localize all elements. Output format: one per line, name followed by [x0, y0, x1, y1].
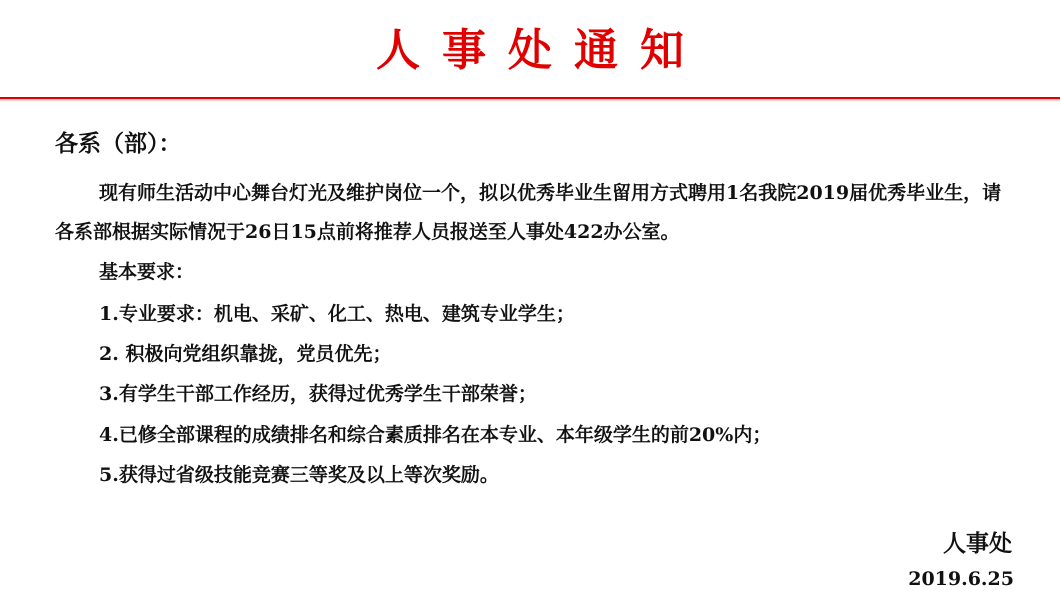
salutation: 各系（部）：: [55, 130, 182, 157]
requirements-heading: 基本要求：: [99, 261, 195, 283]
notice-title: 人事处通知: [376, 25, 706, 76]
signature-date: 2019.6.25: [908, 568, 1014, 590]
requirement-item-3: 3.有学生干部工作经历，获得过优秀学生干部荣誉；: [99, 383, 537, 405]
requirement-item-1: 1.专业要求：机电、采矿、化工、热电、建筑专业学生；: [99, 303, 575, 325]
signature-department: 人事处: [943, 530, 1012, 557]
requirement-item-4: 4.已修全部课程的成绩排名和综合素质排名在本专业、本年级学生的前20%内；: [99, 424, 772, 446]
notice-paragraph: 现有师生活动中心舞台灯光及维护岗位一个，拟以优秀毕业生留用方式聘用1名我院2019届优秀毕业生，请各系部根据实际情况于26日15点前将推荐人员报送至人事处422办公室。: [55, 182, 1002, 243]
requirement-item-5: 5.获得过省级技能竞赛三等奖及以上等次奖励。: [99, 464, 499, 486]
requirement-item-2: 2. 积极向党组织靠拢，党员优先；: [99, 343, 392, 365]
